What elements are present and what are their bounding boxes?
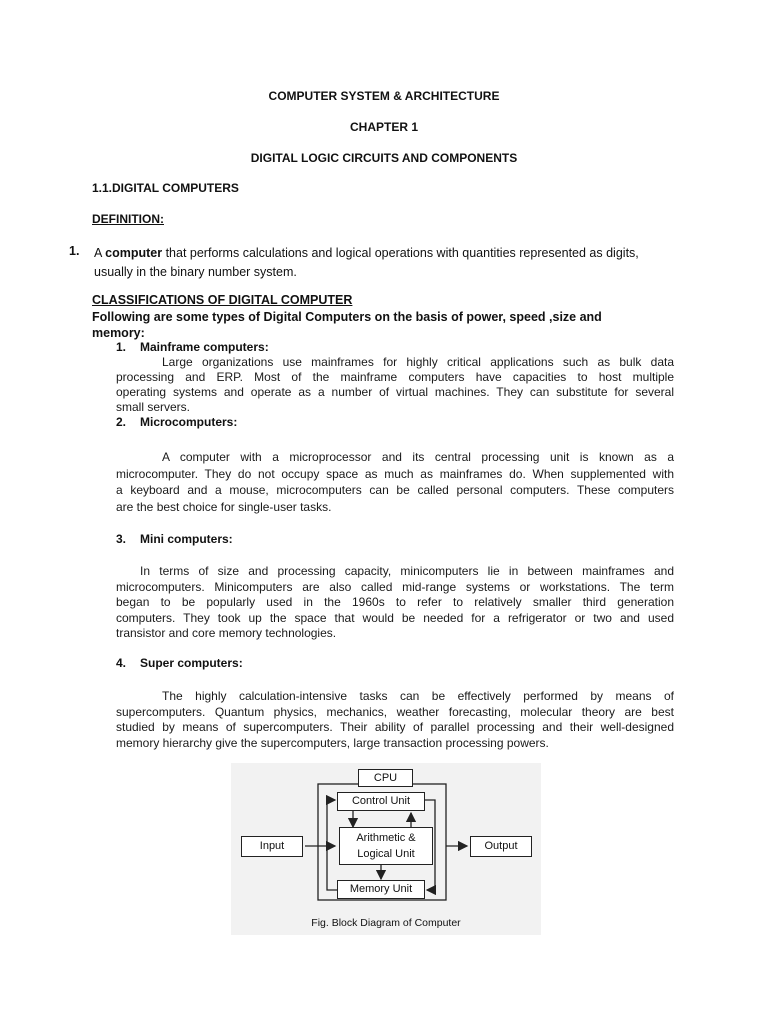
item-mainframe-body: [116, 355, 674, 415]
item-title: Mainframe computers:: [140, 340, 269, 354]
item-super-body: [116, 689, 674, 751]
paragraph-line: microcomputer. They do not occupy space as much as mainframes do. When supplemented with: [116, 466, 674, 481]
classifications-heading: CLASSIFICATIONS OF DIGITAL COMPUTER: [92, 293, 353, 307]
item-title: Microcomputers:: [140, 415, 238, 429]
block-diagram: [231, 763, 541, 935]
item-number: 3.: [116, 532, 127, 546]
paragraph-line: processing and ERP. Most of the mainframe computers have capacities to host multiple: [116, 370, 674, 384]
section-number: 1.1.: [92, 181, 113, 195]
classifications-intro: [92, 309, 652, 341]
definition-term: computer: [105, 246, 163, 260]
classifications-intro-line2: memory:: [92, 326, 145, 340]
paragraph-line: microcomputers. Minicomputers are also called mid-range systems or workstations. The term: [116, 579, 674, 594]
definition-line2: usually in the binary number system.: [94, 265, 297, 279]
section-heading: [92, 181, 239, 195]
document-title: COMPUTER SYSTEM & ARCHITECTURE: [268, 89, 500, 103]
item-mini-heading: [116, 532, 233, 546]
item-super-heading: [116, 656, 243, 670]
paragraph-line: supercomputers. Quantum physics, mechanics, weather forecasting, molecular theory are best: [116, 704, 674, 719]
paragraph-line: are the best choice for single-user tasks.: [116, 499, 332, 514]
output-box: Output: [470, 836, 532, 857]
paragraph-line: A computer with a microprocessor and its central processing unit is known as a: [162, 450, 674, 464]
cpu-box: CPU: [358, 769, 413, 787]
section-title: DIGITAL COMPUTERS: [112, 181, 239, 195]
control-unit-box: Control Unit: [337, 792, 425, 811]
paragraph-line: operating systems and operate as a number of virtual machines. They can substitute for several: [116, 385, 674, 399]
definition-heading: DEFINITION:: [92, 212, 164, 226]
item-number: 2.: [116, 415, 127, 429]
chapter-label: CHAPTER 1: [349, 120, 418, 134]
paragraph-line: studied by means of supercomputers. Their ability of parallel processing and their well-designed: [116, 720, 674, 734]
paragraph-line: transistor and core memory technologies.: [116, 626, 337, 640]
input-box: Input: [241, 836, 303, 857]
paragraph-line: memory hierarchy give the supercomputers, large transaction processing powers.: [116, 735, 549, 750]
item-mainframe-heading: [116, 340, 269, 354]
definition-number: 1.: [69, 244, 80, 258]
item-number: 1.: [116, 340, 127, 354]
paragraph-line: began to be popularly used in the 1960s to refer to relatively smaller third generation: [116, 595, 674, 609]
paragraph-line: In terms of size and processing capacity, minicomputers lie in between mainframes and: [140, 564, 674, 578]
item-number: 4.: [116, 656, 127, 670]
classifications-intro-line1: Following are some types of Digital Computers on the basis of power, speed ,size and: [92, 310, 602, 324]
item-mini-body: [116, 564, 674, 642]
paragraph-line: The highly calculation-intensive tasks can be effectively performed by means of: [162, 689, 674, 703]
item-title: Super computers:: [140, 656, 243, 670]
item-title: Mini computers:: [140, 532, 233, 546]
paragraph-line: computers. They took up the space that would be needed for a refrigerator or two and used: [116, 610, 674, 625]
item-micro-heading: [116, 415, 237, 429]
paragraph-line: Large organizations use mainframes for highly critical applications such as bulk data: [162, 355, 674, 369]
chapter-title: DIGITAL LOGIC CIRCUITS AND COMPONENTS: [250, 151, 518, 165]
item-micro-body: [116, 449, 674, 515]
diagram-caption: Fig. Block Diagram of Computer: [311, 917, 461, 929]
paragraph-line: a keyboard and a mouse, microcomputers can be called personal computers. These computers: [116, 483, 674, 497]
definition-text: [94, 244, 674, 282]
alu-box: [339, 827, 433, 865]
definition-article: A: [94, 246, 102, 260]
definition-line1: that performs calculations and logical operations with quantities represented as digits,: [165, 246, 639, 260]
memory-unit-box: Memory Unit: [337, 880, 425, 899]
alu-line2: Logical Unit: [357, 848, 415, 860]
alu-line1: Arithmetic &: [356, 832, 416, 844]
paragraph-line: small servers.: [116, 400, 191, 414]
